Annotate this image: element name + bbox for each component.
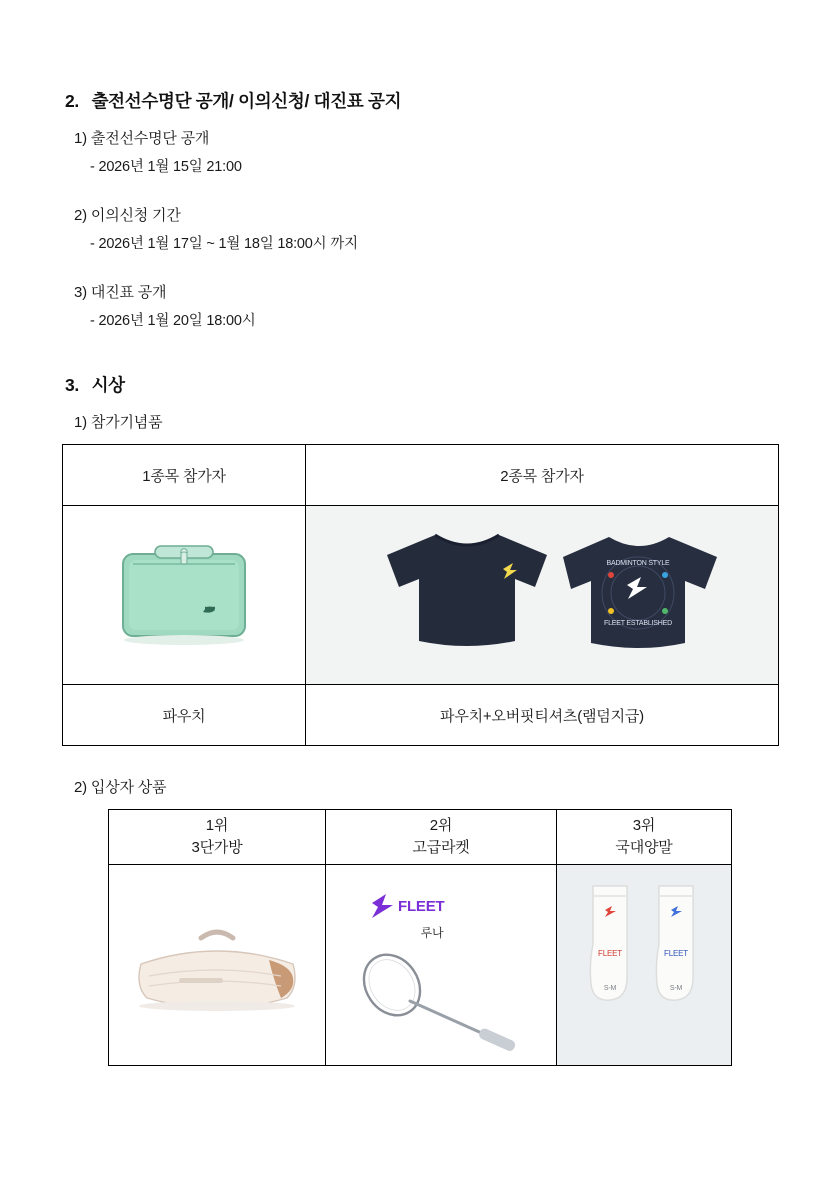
souvenir-image-cell-1 [63,506,306,685]
section-2-item-3-detail-1: - 2026년 1월 20일 18:00시 [90,313,256,329]
prize-rank-2: 2위 [429,817,453,835]
section-2-item-3-label: 3) 대진표 공개 [74,284,167,301]
prize-image-cell-1 [109,865,326,1066]
racket-model-text: 루나 [420,926,444,940]
table-row [109,865,732,1066]
spacer [62,336,774,372]
section-2-item-1-label: 1) 출전선수명단 공개 [74,130,210,147]
souvenir-header-1: 1종목 참가자 [63,445,306,506]
section-2-item-1-detail-1: - 2026년 1월 15일 21:00 [90,159,242,175]
spacer [62,182,774,204]
section-3-heading: 시상 [91,375,125,395]
racket-brand-text: FLEET [398,898,445,915]
fleet-luna-badminton-racket-photo [326,865,556,1065]
svg-text:BADMINTON STYLE: BADMINTON STYLE [606,560,670,567]
navy-oversized-tshirt-photo [306,506,778,684]
prize-image-cell-3 [557,865,732,1066]
mint-pouch-photo [63,506,305,684]
document-content [62,88,774,1066]
section-2-title [65,88,774,113]
souvenir-image-cell-2 [306,506,779,685]
svg-text:FLEET: FLEET [598,949,622,958]
section-3-item-1-label: 1) 참가기념품 [74,414,163,431]
svg-text:FLEET: FLEET [664,949,688,958]
racket-illustration [336,875,546,1055]
souvenir-caption-2: 파우치+오버핏티셔츠(램덤지급) [306,685,779,746]
svg-text:S-M: S-M [603,985,617,992]
section-2-number: 2. [65,91,79,111]
cream-3-compartment-racket-bag-photo [109,865,325,1065]
tshirt-illustration [327,511,757,679]
racket-bag-illustration [119,890,315,1040]
table-row [63,506,779,685]
prize-header-2 [326,810,557,865]
prize-header-3 [557,810,732,865]
spacer [62,259,774,281]
table-row [109,810,732,865]
mint-pouch-illustration [99,520,269,670]
white-national-team-socks-photo [557,865,731,1065]
section-2-item-2-detail-1: - 2026년 1월 17일 ~ 1월 18일 18:00시 까지 [90,236,358,252]
prize-name-2: 고급라켓 [412,839,470,856]
svg-text:S-M: S-M [669,985,683,992]
prize-rank-1: 1위 [205,817,229,835]
prize-header-1 [109,810,326,865]
prize-image-cell-2 [326,865,557,1066]
prize-table-wrapper [108,809,774,1066]
section-3-title [65,372,774,397]
section-2-item-2-label: 2) 이의신청 기간 [74,207,181,224]
spacer [62,746,774,776]
prize-rank-3: 3위 [632,817,656,835]
souvenir-caption-1: 파우치 [63,685,306,746]
table-row [63,445,779,506]
section-3-number: 3. [65,375,79,395]
section-3-item-2-label: 2) 입상자 상품 [74,779,167,796]
svg-text:FLEET ESTABLISHED: FLEET ESTABLISHED [604,620,672,627]
prize-name-1: 3단가방 [191,839,243,856]
prize-table [108,809,732,1066]
table-row [63,685,779,746]
souvenir-header-2: 2종목 참가자 [306,445,779,506]
socks-illustration [559,870,729,1060]
section-2-heading: 출전선수명단 공개/ 이의신청/ 대진표 공지 [91,91,402,111]
souvenir-table [62,444,779,746]
prize-name-3: 국대양말 [615,839,673,856]
